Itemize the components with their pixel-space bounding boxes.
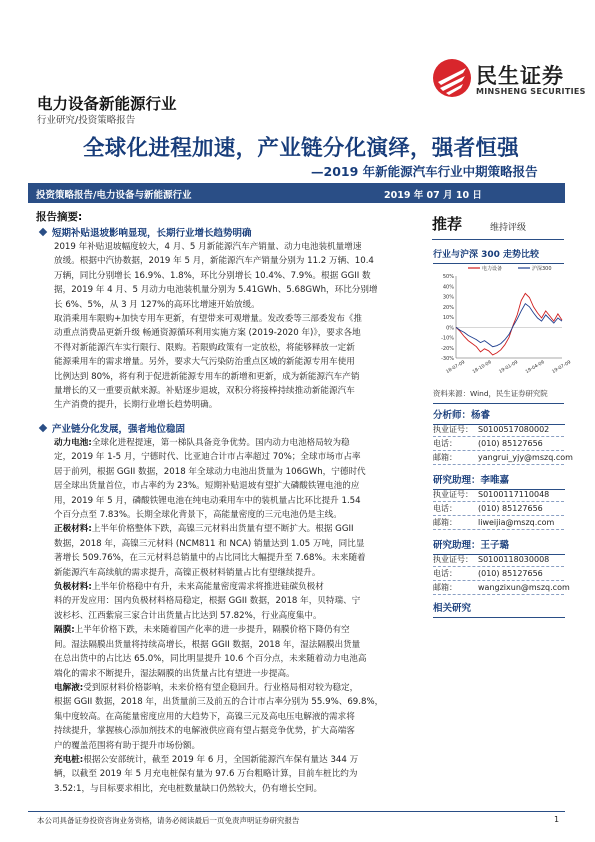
analyst-heading-3: 研究助理：王子璐 xyxy=(433,537,565,555)
related-research-heading: 相关研究 xyxy=(433,600,565,618)
legend-label: 电力设备 xyxy=(482,266,503,272)
report-subtitle: —2019 年新能源汽车行业中期策略报告 xyxy=(311,164,538,179)
info-banner xyxy=(28,183,565,203)
paragraph-line: 动重点消费品更新升级 畅通资源循环利用实施方案 (2019-2020 年)》，要求各地 xyxy=(54,328,361,339)
footer-disclaimer: 本公司具备证券投资咨询业务资格，请务必阅读最后一页免责声明证券研究报告 xyxy=(37,816,300,825)
contact-value[interactable]: wangzixun@mszq.com xyxy=(478,583,570,592)
paragraph-line xyxy=(54,537,423,551)
paragraph-text: 辆，以截至 2019 年 5 月充电桩保有量为 97.6 万台粗略计算，目前车桩比约为 xyxy=(54,769,358,780)
paragraph-text: 个百分点至 7.83%。长期全球化背景下，高能量密度的三元电池仍是主线。 xyxy=(54,510,342,521)
paragraph-line: 取消乘用车限购+加快专用车更新，有望带来可观增量。发改委等三部委发布《推 xyxy=(54,314,362,325)
section-heading-1 xyxy=(40,225,252,239)
contact-key: 邮箱： xyxy=(433,583,457,592)
y-tick-label: 30% xyxy=(442,294,454,301)
banner-report-type: 投资策略报告/电力设备与新能源行业 xyxy=(36,190,192,201)
paragraph-line xyxy=(54,436,423,450)
paragraph-line xyxy=(54,753,423,767)
paragraph-text: 居全球出货量首位，市占率约为 23%。短期补贴退坡有望扩大磷酸铁锂电池的应 xyxy=(54,481,360,492)
section-heading-2 xyxy=(40,421,185,435)
contact-key: 电话： xyxy=(433,439,457,448)
logo-name-cn: 民生证券 xyxy=(476,64,564,88)
rating-value: 维持评级 xyxy=(490,223,527,233)
page-number: 1 xyxy=(554,815,560,824)
y-tick-label: 20% xyxy=(442,304,454,311)
paragraph-text: 受到原材料价格影响，未来价格有望企稳回升。行业格局相对较为稳定， xyxy=(83,682,359,693)
contact-key: 邮箱： xyxy=(433,518,457,527)
contact-value[interactable]: liweijia@mszq.com xyxy=(478,518,555,527)
paragraph-line xyxy=(54,479,423,493)
paragraph-line: 放缓。根据中汽协数据，2019 年 5 月，新能源汽车产销量分别为 11.2 万辆、10.4 xyxy=(54,256,374,267)
paragraph-line xyxy=(54,494,423,508)
analyst-contact-row xyxy=(433,503,543,514)
paragraph-line xyxy=(54,638,423,652)
analyst-contact-row xyxy=(433,582,570,593)
paragraph-line: 2019 年补贴退坡幅度较大，4 月、5 月新能源汽车产销量、动力电池装机量增速 xyxy=(54,242,362,252)
paragraph-line xyxy=(54,450,423,464)
contact-value: (010) 85127656 xyxy=(478,569,543,578)
paragraph-text: 3.52:1，与目标要求相比，充电桩数量缺口仍然较大，仍有增长空间。 xyxy=(54,783,323,794)
y-tick-label: -30% xyxy=(441,356,454,362)
industry-title: 电力设备新能源行业 xyxy=(37,95,177,113)
paragraph-text: 在总出货中的占比达 65.0%，同比明显提升 10.6 个百分点，未来随着动力电池高 xyxy=(54,654,367,665)
analyst-contact-row xyxy=(433,424,549,435)
paragraph-line xyxy=(54,667,423,681)
paragraph-line xyxy=(54,465,423,479)
chart-source: 资料来源：Wind，民生证券研究院 xyxy=(433,388,564,404)
contact-value: (010) 85127656 xyxy=(478,504,543,513)
rating-box xyxy=(432,212,564,240)
analyst-heading-2: 研究助理：李唯嘉 xyxy=(433,472,565,490)
contact-value: S0100118030008 xyxy=(478,555,550,564)
analyst-contact-row xyxy=(433,568,543,579)
analyst-contact-row xyxy=(433,452,573,463)
paragraph-text: 集中度较高。在高能量密度应用的大趋势下，高镍三元及高电压电解液的需求将 xyxy=(54,711,355,722)
paragraph-term: 电解液: xyxy=(54,682,84,693)
dashed-divider xyxy=(433,450,564,451)
report-title: 全球化进程加速，产业链分化演绎，强者恒强 xyxy=(83,136,520,161)
paragraph-line xyxy=(54,782,423,796)
diamond-bullet-icon xyxy=(39,424,47,432)
x-tick-label: 18-10-09 xyxy=(471,360,493,375)
x-tick-label: 19-07-09 xyxy=(551,360,573,375)
dashed-divider xyxy=(433,515,564,516)
diamond-bullet-icon xyxy=(39,228,47,236)
paragraph-line: 生产消费的提升，长期行业增长趋势明确。 xyxy=(54,400,218,411)
paragraph-text: 户的覆盖范围将有助于提升市场份额。 xyxy=(54,740,201,751)
contact-value[interactable]: yangrui_yjy@mszq.com xyxy=(478,453,573,462)
paragraph-line: 据，2019 年 4 月、5 月动力电池装机量分别为 5.41GWh、5.68GWh，环比分别增 xyxy=(54,285,378,296)
paragraph-line xyxy=(54,695,423,709)
paragraph-line xyxy=(54,594,423,608)
paragraph-line xyxy=(54,522,423,536)
paragraph-text: 料的开发应用：国内负极材料格局稳定，根据 GGII 数据，2018 年，贝特瑞、宁 xyxy=(54,596,361,607)
logo-name-en: MINSHENG SECURITIES xyxy=(476,87,586,96)
paragraph-term: 隔膜: xyxy=(54,625,75,636)
paragraph-line xyxy=(54,652,423,666)
paragraph-line: 不得对新能源汽车实行限行、限购。若限购政策有一定放松，将能够释放一定新 xyxy=(54,342,355,353)
paragraph-text: 上半年价格下跌，未来随着国产化率的进一步提升，隔膜价格下降仍有空 xyxy=(74,625,350,636)
contact-value: S0100517080002 xyxy=(478,425,550,434)
paragraph-text: 上半年价格整体下跌，高镍三元材料出货量有望不断扩大。根据 GGII xyxy=(91,524,354,535)
paragraph-text: 数据，2018 年，高镍三元材料 (NCM811 和 NCA) 销量达到 1.05 万吨，同比显 xyxy=(54,538,365,549)
paragraph-term: 负极材料: xyxy=(54,582,92,593)
paragraph-line xyxy=(54,609,423,623)
paragraph-text: 新能源汽车高续航的需求提升，高镍正极材料销量占比有望继续提升。 xyxy=(54,567,321,578)
paragraph-text: 定，2019 年 1-5 月，宁德时代、比亚迪合计市占率超过 70%；全球市场市占率 xyxy=(54,452,361,463)
paragraph-text: 波杉杉、江西紫宸三家合计出货量占比达到 57.82%，行业高度集中。 xyxy=(54,610,322,621)
section-heading-1-text: 短期补贴退坡影响显现，长期行业增长趋势明确 xyxy=(52,228,252,239)
analyst-contact-row xyxy=(433,489,549,500)
paragraph-line: 比例达到 80%，将有利于促进新能源专用车的新增和更新，成为新能源汽车产销 xyxy=(54,371,360,382)
analyst-contact-row xyxy=(433,554,549,565)
y-tick-label: 40% xyxy=(442,284,454,291)
section-heading-2-text: 产业链分化发展，强者地位稳固 xyxy=(52,424,186,435)
paragraph-line: 万辆，同比分别增长 16.9%、1.8%，环比分别增长 10.4%、7.9%。根据 GGII 数 xyxy=(54,270,371,281)
paragraph-line xyxy=(54,724,423,738)
series-line-power-equipment xyxy=(456,293,562,355)
contact-key: 电话： xyxy=(433,569,457,578)
contact-key: 邮箱： xyxy=(433,453,457,462)
dashed-divider xyxy=(433,580,564,581)
paragraph-text: 端化的需求不断提升，湿法隔膜的出货量占比有望进一步提高。 xyxy=(54,668,295,679)
paragraph-line xyxy=(54,739,423,753)
analyst-heading-1: 分析师：杨睿 xyxy=(433,407,565,425)
paragraph-text: 根据 GGII 数据，2018 年，出货量前三及前五的合计市占率分别为 55.9%、69.8%， xyxy=(54,697,384,708)
paragraph-text: 用，2019 年 5 月，磷酸铁锂电池在纯电动乘用车中的装机量占比环比提升 1.54 xyxy=(54,495,361,506)
contact-key: 执业证号： xyxy=(433,555,473,564)
footer-divider xyxy=(28,811,565,812)
paragraph-line: 长 6%、5%，从 3 月 127%的高环比增速开始放缓。 xyxy=(54,299,260,310)
paragraph-text: 全球化进程提速，第一梯队具备竞争优势。国内动力电池格局较为稳 xyxy=(91,438,350,448)
y-tick-label: 50% xyxy=(442,274,454,280)
logo-mark-icon xyxy=(432,58,472,98)
paragraph-text: 著增长 509.76%，在三元材料总销量中的占比同比大幅提升至 7.68%。未来随着 xyxy=(54,553,366,564)
paragraph-line xyxy=(54,580,423,594)
analyst-contact-row xyxy=(433,517,554,528)
legend-label: 沪深300 xyxy=(532,266,552,272)
paragraph-line: 量增长的又一重要贡献来源。补贴逐步退坡，双积分将接棒持续推动新能源汽车 xyxy=(54,386,355,397)
dashed-divider xyxy=(433,464,564,465)
paragraph-line xyxy=(54,566,423,580)
paragraph-text: 根据公安部统计，截至 2019 年 6 月，全国新能源汽车保有量达 344 万 xyxy=(83,754,359,765)
contact-value: S0100117110048 xyxy=(478,490,550,499)
paragraph-text: 上半年价格稳中有升，未来高能量密度需求将推进硅碳负极材 xyxy=(91,582,324,593)
paragraph-line xyxy=(54,767,423,781)
y-tick-label: 0% xyxy=(446,325,454,332)
paragraph-line xyxy=(54,623,423,637)
paragraph-line xyxy=(54,710,423,724)
contact-key: 执业证号： xyxy=(433,425,473,434)
dashed-divider xyxy=(433,566,564,567)
y-tick-label: 10% xyxy=(442,315,454,321)
y-tick-label: -10% xyxy=(441,335,454,342)
dashed-divider xyxy=(433,501,564,502)
x-tick-label: 19-04-09 xyxy=(524,360,546,375)
chart-title: 行业与沪深 300 走势比较 xyxy=(433,247,564,264)
paragraph-text: 居于前列，根据 GGII 数据，2018 年全球动力电池出货量为 106GWh，宁德时代 xyxy=(54,466,366,477)
paragraph-line: 能源乘用车的需求增量。另外，要求大气污染防治重点区域的新能源专用车使用 xyxy=(54,357,355,368)
paragraph-term: 动力电池: xyxy=(54,438,92,448)
banner-date: 2019 年 07 月 10 日 xyxy=(384,190,482,201)
section-1-body xyxy=(54,240,423,413)
x-tick-label: 18-07-09 xyxy=(445,360,467,375)
dashed-divider xyxy=(433,436,564,437)
analyst-contact-row xyxy=(433,438,543,449)
series-line-csi300 xyxy=(456,304,562,347)
paragraph-line xyxy=(54,681,423,695)
trend-chart xyxy=(432,262,573,376)
dashed-divider xyxy=(433,529,564,530)
section-2-body xyxy=(54,436,423,796)
paragraph-text: 持续提升，掌握核心添加剂技术的电解液供应商有望占据竞争优势，扩大高端客 xyxy=(54,726,355,737)
paragraph-text: 间。湿法隔膜出货量将持续高增长，根据 GGII 数据，2018 年，湿法隔膜出货量 xyxy=(54,639,361,650)
contact-key: 执业证号： xyxy=(433,490,473,499)
paragraph-term: 充电桩: xyxy=(54,754,84,765)
summary-heading: 报告摘要: xyxy=(36,211,83,223)
report-category: 行业研究/投资策略报告 xyxy=(37,115,136,126)
x-tick-label: 19-01-09 xyxy=(498,360,520,375)
dashed-divider xyxy=(433,594,564,595)
y-tick-label: -20% xyxy=(441,345,454,352)
paragraph-line xyxy=(54,551,423,565)
logo xyxy=(432,58,592,104)
rating-label: 推荐 xyxy=(432,215,463,233)
paragraph-term: 正极材料: xyxy=(54,524,92,535)
contact-key: 电话： xyxy=(433,504,457,513)
paragraph-line xyxy=(54,508,423,522)
contact-value: (010) 85127656 xyxy=(478,439,543,448)
